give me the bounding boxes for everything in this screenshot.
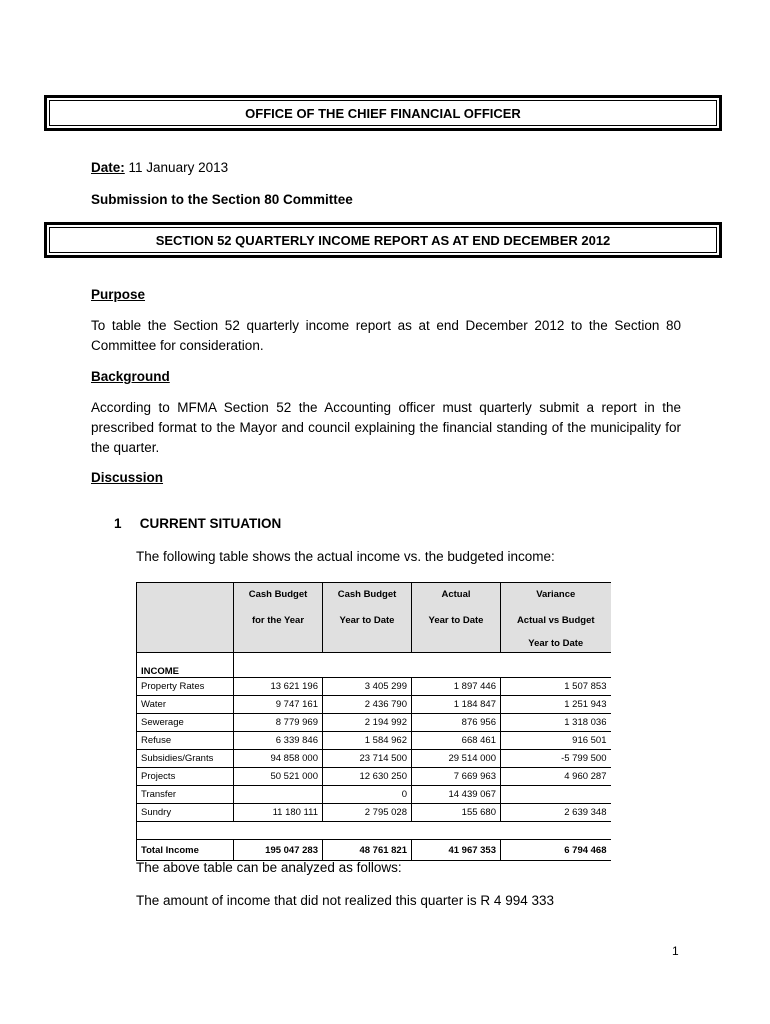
purpose-text: To table the Section 52 quarterly income report as at end December 2012 to the Section 80 Committee for consideration.: [91, 318, 681, 353]
cell-budget-year: 50 521 000: [234, 768, 323, 786]
table-header-row: [137, 583, 611, 606]
cell-budget-ytd: 2 194 992: [323, 714, 412, 732]
cell-budget-ytd: 2 436 790: [323, 696, 412, 714]
row-label: Projects: [137, 768, 234, 786]
date-label: Date:: [91, 160, 125, 175]
cell-budget-year: 9 747 161: [234, 696, 323, 714]
date-line: [91, 158, 228, 178]
empty-cell: [412, 822, 501, 840]
header-blank-cell: [234, 635, 323, 653]
table-row: [137, 750, 611, 768]
cell-budget-ytd: 12 630 250: [323, 768, 412, 786]
table-row: [137, 678, 611, 696]
cell-budget-ytd: 23 714 500: [323, 750, 412, 768]
table-row: [137, 732, 611, 750]
section-title: CURRENT SITUATION: [139, 516, 282, 531]
table-row: [137, 786, 611, 804]
office-title-box: [44, 95, 722, 131]
cell-budget-ytd: 1 584 962: [323, 732, 412, 750]
header-budget-year: Cash Budget: [234, 583, 323, 606]
analysis-intro: The above table can be analyzed as follows:: [136, 860, 402, 875]
cell-variance: 4 960 287: [501, 768, 611, 786]
cell-actual-ytd: 1 184 847: [412, 696, 501, 714]
row-label: Sewerage: [137, 714, 234, 732]
income-section-label: INCOME: [137, 653, 234, 678]
header-blank-cell: [323, 635, 412, 653]
header-blank-cell: [137, 605, 234, 635]
table-row: [137, 804, 611, 822]
total-row: [137, 840, 611, 861]
cell-budget-year: 94 858 000: [234, 750, 323, 768]
date-value: 11 January 2013: [128, 160, 229, 175]
table-header-row: [137, 635, 611, 653]
cell-budget-year: 13 621 196: [234, 678, 323, 696]
cell-variance: -5 799 500: [501, 750, 611, 768]
cell-variance: 1 318 036: [501, 714, 611, 732]
cell-actual-ytd: 1 897 446: [412, 678, 501, 696]
cell-budget-year: [234, 786, 323, 804]
row-label: Water: [137, 696, 234, 714]
empty-cell: [234, 653, 323, 678]
background-text: According to MFMA Section 52 the Accounting officer must quarterly submit a report in the prescribed format to the Mayor and council explaining the financial standing of the municipality for the quarter.: [91, 400, 681, 455]
header-blank-cell: [137, 583, 234, 606]
row-label: Subsidies/Grants: [137, 750, 234, 768]
header-budget-ytd-sub: Year to Date: [323, 605, 412, 635]
empty-cell: [501, 822, 611, 840]
cell-actual-ytd: 668 461: [412, 732, 501, 750]
header-budget-year-sub: for the Year: [234, 605, 323, 635]
cell-actual-ytd: 29 514 000: [412, 750, 501, 768]
empty-cell: [323, 653, 412, 678]
income-table: [136, 582, 611, 861]
cell-budget-ytd: 0: [323, 786, 412, 804]
cell-variance: [501, 786, 611, 804]
table-row: [137, 714, 611, 732]
header-blank-cell: [412, 635, 501, 653]
table-row: [137, 696, 611, 714]
total-actual-ytd: 41 967 353: [412, 840, 501, 861]
cell-actual-ytd: 14 439 067: [412, 786, 501, 804]
cell-variance: 916 501: [501, 732, 611, 750]
row-label: Refuse: [137, 732, 234, 750]
cell-budget-year: 6 339 846: [234, 732, 323, 750]
header-actual: Actual: [412, 583, 501, 606]
total-budget-year: 195 047 283: [234, 840, 323, 861]
header-blank-cell: [137, 635, 234, 653]
header-variance-sub: Actual vs Budget: [501, 605, 611, 635]
header-budget-ytd: Cash Budget: [323, 583, 412, 606]
row-label: Sundry: [137, 804, 234, 822]
row-label: Transfer: [137, 786, 234, 804]
background-heading: Background: [91, 369, 170, 384]
cell-actual-ytd: 876 956: [412, 714, 501, 732]
empty-cell: [501, 653, 611, 678]
row-label: Property Rates: [137, 678, 234, 696]
header-variance: Variance: [501, 583, 611, 606]
total-variance: 6 794 468: [501, 840, 611, 861]
office-title: OFFICE OF THE CHIEF FINANCIAL OFFICER: [49, 100, 717, 126]
report-title-box: [44, 222, 722, 258]
total-budget-ytd: 48 761 821: [323, 840, 412, 861]
cell-variance: 1 251 943: [501, 696, 611, 714]
table-row: [137, 768, 611, 786]
table-intro: The following table shows the actual income vs. the budgeted income:: [136, 549, 555, 564]
table-header-row: [137, 605, 611, 635]
cell-variance: 2 639 348: [501, 804, 611, 822]
cell-budget-ytd: 3 405 299: [323, 678, 412, 696]
page-number: 1: [672, 944, 679, 958]
purpose-heading: Purpose: [91, 287, 146, 302]
report-title: SECTION 52 QUARTERLY INCOME REPORT AS AT END DECEMBER 2012: [49, 227, 717, 253]
empty-cell: [412, 653, 501, 678]
empty-cell: [323, 822, 412, 840]
submission-line: Submission to the Section 80 Committee: [91, 192, 353, 207]
cell-variance: 1 507 853: [501, 678, 611, 696]
cell-budget-year: 11 180 111: [234, 804, 323, 822]
table-row: [137, 653, 611, 678]
header-variance-sub2: Year to Date: [501, 635, 611, 653]
empty-cell: [137, 822, 234, 840]
header-actual-sub: Year to Date: [412, 605, 501, 635]
spacer-row: [137, 822, 611, 840]
empty-cell: [234, 822, 323, 840]
analysis-text: The amount of income that did not realized this quarter is R 4 994 333: [136, 893, 554, 908]
cell-budget-year: 8 779 969: [234, 714, 323, 732]
discussion-heading: Discussion: [91, 470, 164, 485]
cell-budget-ytd: 2 795 028: [323, 804, 412, 822]
cell-actual-ytd: 7 669 963: [412, 768, 501, 786]
section-number: 1: [114, 516, 122, 531]
total-label: Total Income: [137, 840, 234, 861]
section-heading: [114, 516, 281, 531]
cell-actual-ytd: 155 680: [412, 804, 501, 822]
